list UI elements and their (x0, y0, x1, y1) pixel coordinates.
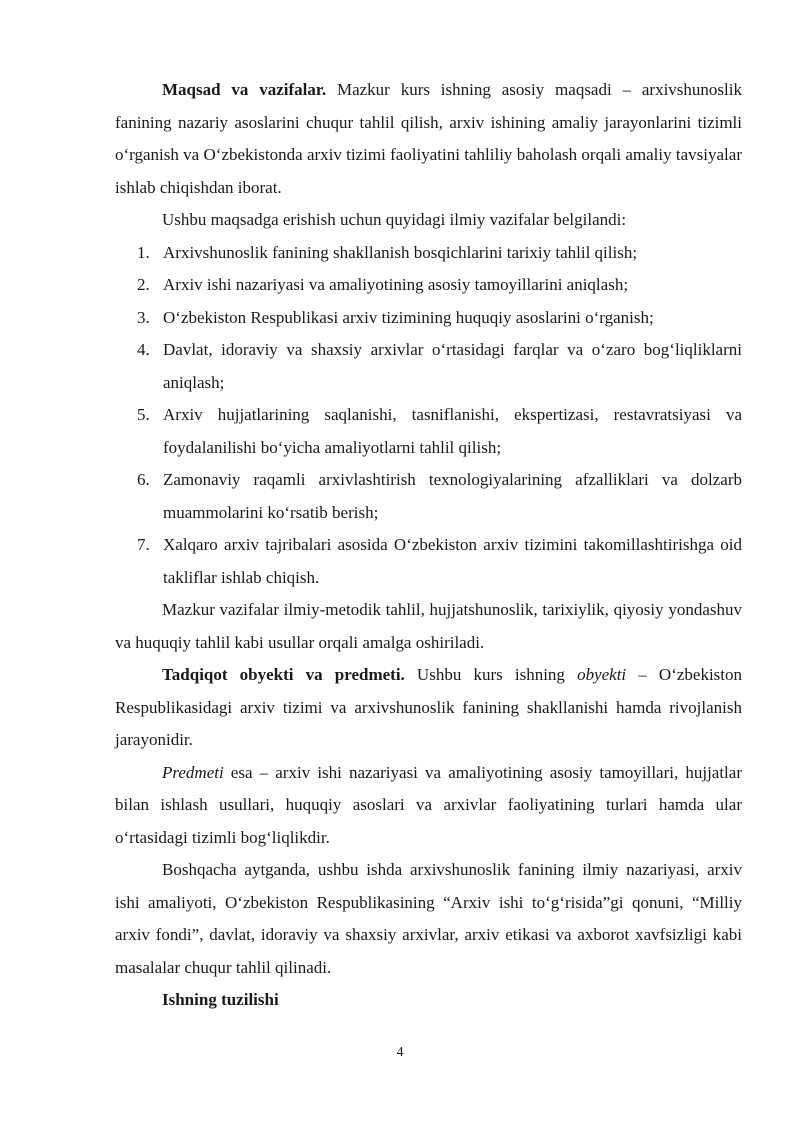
summary-paragraph: Boshqacha aytganda, ushbu ishda arxivshunoslik fanining ilmiy nazariyasi, arxiv ishi amaliyoti, O‘zbekiston Respublikasining “Arxiv ishi to‘g‘risida”gi qonuni, “Milliy arxiv fondi”, davlat, idoraviy va shaxsiy arxivlar, arxiv etikasi va axborot xavfsizligi kabi masalalar chuqur tahlil qilinadi. (115, 860, 742, 977)
list-item-number: 1. (137, 242, 150, 262)
list-item-number: 7. (137, 535, 150, 554)
list-item-number: 4. (137, 340, 150, 359)
goals-text: Mazkur kurs ishning asosiy maqsadi – arxivshunoslik fanining nazariy asoslarini chuqur tahlil qilish, arxiv ishining amaliy jarayonlarini tizimli o‘rganish va O‘zbekistonda arxiv tizimi faoliyatini tahliliy baholash orqali amaliy tavsiyalar ishlab chiqishdan iborat. (115, 80, 742, 197)
object-paragraph (115, 659, 742, 757)
list-item-text: Xalqaro arxiv tajribalari asosida O‘zbekiston arxiv tizimini takomillashtirishga oid takliflar ishlab chiqish. (163, 535, 742, 587)
list-item-text: O‘zbekiston Respublikasi arxiv tizimining huquqiy asoslarini o‘rganish; (163, 307, 654, 327)
goals-heading: Maqsad va vazifalar. (162, 80, 327, 99)
list-item-number: 3. (137, 307, 150, 327)
list-item-number: 2. (137, 275, 150, 294)
list-item-text: Arxivshunoslik fanining shakllanish bosqichlarini tarixiy tahlil qilish; (163, 242, 638, 262)
object-heading: Tadqiqot obyekti va predmeti. (162, 665, 405, 684)
list-item (115, 464, 742, 529)
structure-heading-text: Ishning tuzilishi (162, 990, 279, 1009)
structure-heading (115, 984, 742, 1017)
list-item-number: 6. (137, 470, 150, 489)
subject-text: esa – arxiv ishi nazariyasi va amaliyotining asosiy tamoyillari, hujjatlar bilan ishlash usullari, huquqiy asoslari va arxivlar faoliyatining turlari hamda ular o‘rtasidagi tizimli bog‘liqlikdir. (115, 762, 742, 847)
subject-paragraph (115, 757, 742, 855)
list-item (115, 237, 742, 270)
page-number: 4 (396, 1045, 404, 1060)
subject-term: Predmeti (162, 762, 224, 782)
tasks-list (115, 237, 742, 595)
list-item (115, 302, 742, 335)
page-content (115, 74, 742, 1017)
object-term: obyekti (577, 665, 627, 684)
list-item (115, 334, 742, 399)
list-item-text: Zamonaviy raqamli arxivlashtirish texnologiyalarining afzalliklari va dolzarb muammolarini ko‘rsatib berish; (163, 470, 742, 522)
list-item-text: Davlat, idoraviy va shaxsiy arxivlar o‘rtasidagi farqlar va o‘zaro bog‘liqliklarni aniqlash; (163, 340, 742, 392)
list-item-number: 5. (137, 405, 150, 424)
list-item-text: Arxiv ishi nazariyasi va amaliyotining asosiy tamoyillarini aniqlash; (163, 275, 629, 294)
list-item (115, 399, 742, 464)
methods-paragraph: Mazkur vazifalar ilmiy-metodik tahlil, hujjatshunoslik, tarixiylik, qiyosiy yondashuv va huquqiy tahlil kabi usullar orqali amalga oshiriladi. (115, 600, 742, 652)
object-text-2: – O‘zbekiston Respublikasidagi arxiv tizimi va arxivshunoslik fanining shakllanishi hamda rivojlanish jarayonidir. (115, 665, 743, 749)
object-text-1: Ushbu kurs ishning (404, 665, 578, 684)
list-item-text: Arxiv hujjatlarining saqlanishi, tasniflanishi, ekspertizasi, restavratsiyasi va foydalanilishi bo‘yicha amaliyotlarni tahlil qilish; (163, 405, 742, 457)
list-item (115, 269, 742, 302)
tasks-intro: Ushbu maqsadga erishish uchun quyidagi ilmiy vazifalar belgilandi: (162, 210, 627, 229)
list-item (115, 529, 742, 594)
goals-paragraph (115, 74, 742, 204)
